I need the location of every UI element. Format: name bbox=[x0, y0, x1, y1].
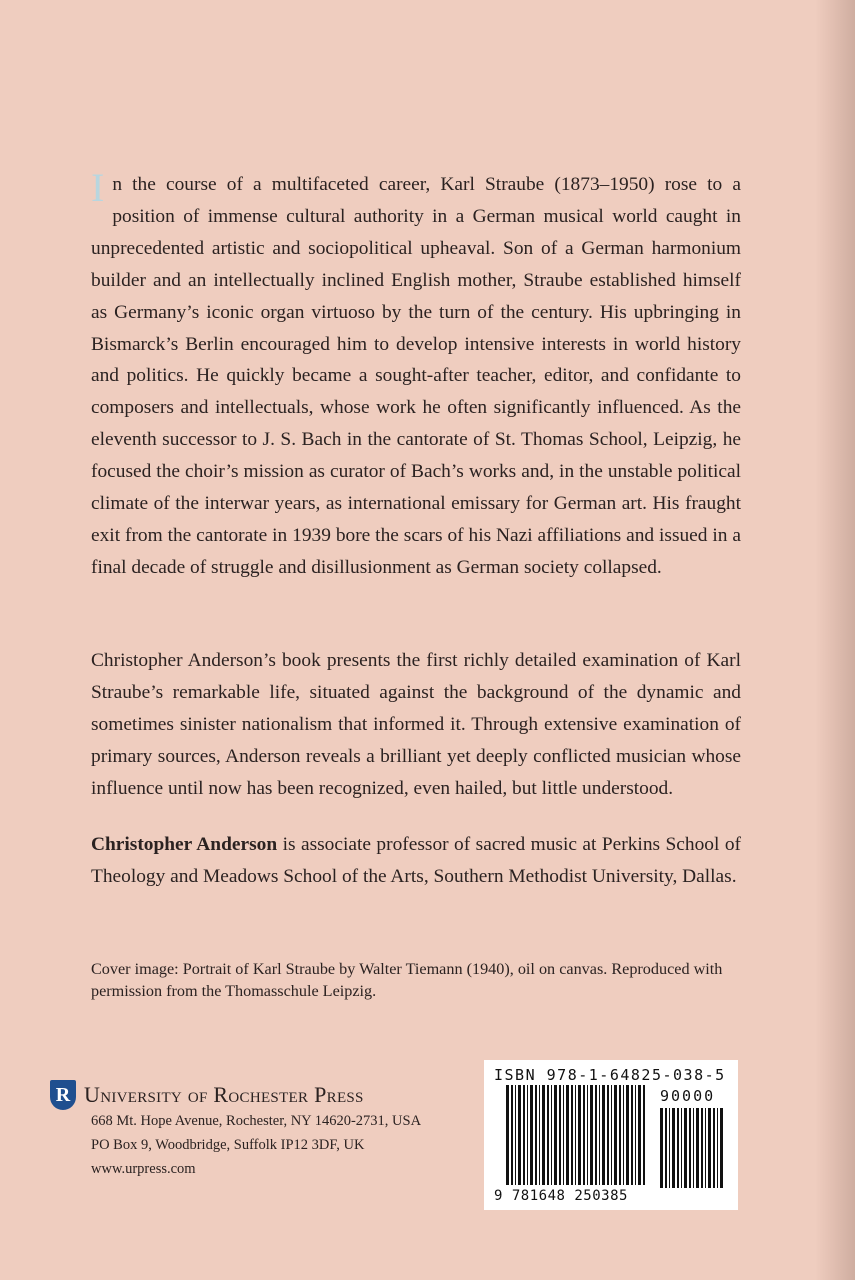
barcode-bar bbox=[693, 1108, 694, 1188]
barcode-bar bbox=[607, 1085, 609, 1185]
barcode-bar bbox=[542, 1085, 545, 1185]
barcode-bar bbox=[535, 1085, 537, 1185]
barcode-bar bbox=[602, 1085, 605, 1185]
spine-edge-shadow bbox=[815, 0, 855, 1280]
barcode-bar bbox=[539, 1085, 540, 1185]
barcode-bar bbox=[587, 1085, 588, 1185]
barcode-bar bbox=[689, 1108, 691, 1188]
publisher-url: www.urpress.com bbox=[91, 1160, 196, 1177]
barcode-bar bbox=[708, 1108, 711, 1188]
barcode-bar bbox=[619, 1085, 621, 1185]
author-name: Christopher Anderson bbox=[91, 834, 278, 855]
barcode-bar bbox=[638, 1085, 641, 1185]
barcode-bar bbox=[696, 1108, 699, 1188]
author-bio-text: is associate professor of sacred music at Perkins School of Theology and Meadows School of the Arts, Southern Methodist University, Dallas. bbox=[91, 834, 742, 887]
author-bio bbox=[91, 829, 741, 893]
barcode-bar bbox=[614, 1085, 617, 1185]
barcode-bar bbox=[672, 1108, 675, 1188]
barcode-bar bbox=[511, 1085, 513, 1185]
barcode-bar bbox=[626, 1085, 629, 1185]
barcode-bar bbox=[578, 1085, 581, 1185]
barcode-label bbox=[484, 1060, 738, 1210]
barcode-bar bbox=[705, 1108, 706, 1188]
barcode-bar bbox=[559, 1085, 561, 1185]
barcode-bar bbox=[665, 1108, 667, 1188]
barcode-bar bbox=[530, 1085, 533, 1185]
blurb-paragraph-1-text: n the course of a multifaceted career, Karl Straube (1873–1950) rose to a position of immense cultural authority in a German musical world caught in unprecedented artistic and sociopolitical upheaval. Son of a German harmonium builder and an intellectually inclined English mother, Straube established himself as Germany’s iconic organ virtuoso by the turn of the century. His upbringing in Bismarck’s Berlin encouraged him to develop intensive interests in world history and politics. He quickly became a sought-after teacher, editor, and confidante to composers and intellectuals, whose work he often significantly influenced. As the eleventh successor to J. S. Bach in the cantorate of St. Thomas School, Leipzig, he focused the choir’s mission as curator of Bach’s works and, in the unstable political climate of the interwar years, as international emissary for German art. His fraught exit from the cantorate in 1939 bore the scars of his Nazi affiliations and issued in a final decade of struggle and disillusionment as German society collapsed. bbox=[91, 174, 741, 578]
ean-barcode-bars bbox=[506, 1085, 646, 1185]
barcode-bar bbox=[677, 1108, 679, 1188]
barcode-bar bbox=[571, 1085, 573, 1185]
barcode-bar bbox=[575, 1085, 576, 1185]
barcode-bar bbox=[623, 1085, 624, 1185]
publisher-name: University of Rochester Press bbox=[84, 1082, 364, 1107]
address-line: PO Box 9, Woodbridge, Suffolk IP12 3DF, UK bbox=[91, 1136, 365, 1153]
barcode-bar bbox=[595, 1085, 597, 1185]
barcode-bar bbox=[566, 1085, 569, 1185]
barcode-bar bbox=[527, 1085, 528, 1185]
ean-number-text: 9 781648 250385 bbox=[494, 1188, 628, 1204]
publisher-header bbox=[50, 1080, 421, 1110]
blurb-paragraph-1 bbox=[91, 165, 741, 584]
barcode-bar bbox=[551, 1085, 552, 1185]
isbn-text: ISBN 978-1-64825-038-5 bbox=[494, 1066, 726, 1084]
barcode-bar bbox=[635, 1085, 636, 1185]
publisher-logo-icon: R bbox=[50, 1080, 76, 1110]
barcode-bar bbox=[515, 1085, 516, 1185]
barcode-bar bbox=[717, 1108, 718, 1188]
address-line: 668 Mt. Hope Avenue, Rochester, NY 14620-2731, USA bbox=[91, 1113, 422, 1129]
barcode-bar bbox=[720, 1108, 723, 1188]
barcode-bar bbox=[590, 1085, 593, 1185]
drop-cap: I bbox=[91, 165, 105, 210]
barcode-bar bbox=[631, 1085, 633, 1185]
barcode-bar bbox=[583, 1085, 585, 1185]
barcode-bar bbox=[681, 1108, 682, 1188]
barcode-bar bbox=[523, 1085, 525, 1185]
price-code-text: 90000 bbox=[660, 1087, 716, 1105]
cover-credit: Cover image: Portrait of Karl Straube by Walter Tiemann (1940), oil on canvas. Reproduced with permission from the Thomasschule Leipzig. bbox=[91, 960, 723, 1000]
barcode-bar bbox=[669, 1108, 670, 1188]
barcode-bar bbox=[701, 1108, 703, 1188]
publisher-block bbox=[50, 1080, 421, 1181]
blurb-paragraph-2: Christopher Anderson’s book presents the first richly detailed examination of Karl Straube’s remarkable life, situated against the background of the dynamic and sometimes sinister nationalism that informed it. Through extensive examination of primary sources, Anderson reveals a brilliant yet deeply conflicted musician whose influence until now has been recognized, even hailed, but little understood. bbox=[91, 650, 741, 799]
barcode-bar bbox=[611, 1085, 612, 1185]
barcode-bar bbox=[713, 1108, 715, 1188]
barcode-bar bbox=[643, 1085, 645, 1185]
barcode-bar bbox=[599, 1085, 600, 1185]
barcode-bar bbox=[547, 1085, 549, 1185]
barcode-bar bbox=[660, 1108, 663, 1188]
addon-barcode-bars bbox=[660, 1108, 724, 1188]
barcode-bar bbox=[554, 1085, 557, 1185]
publisher-address bbox=[91, 1110, 421, 1181]
barcode-bar bbox=[506, 1085, 509, 1185]
barcode-bar bbox=[518, 1085, 521, 1185]
barcode-bar bbox=[684, 1108, 687, 1188]
barcode-bar bbox=[563, 1085, 564, 1185]
